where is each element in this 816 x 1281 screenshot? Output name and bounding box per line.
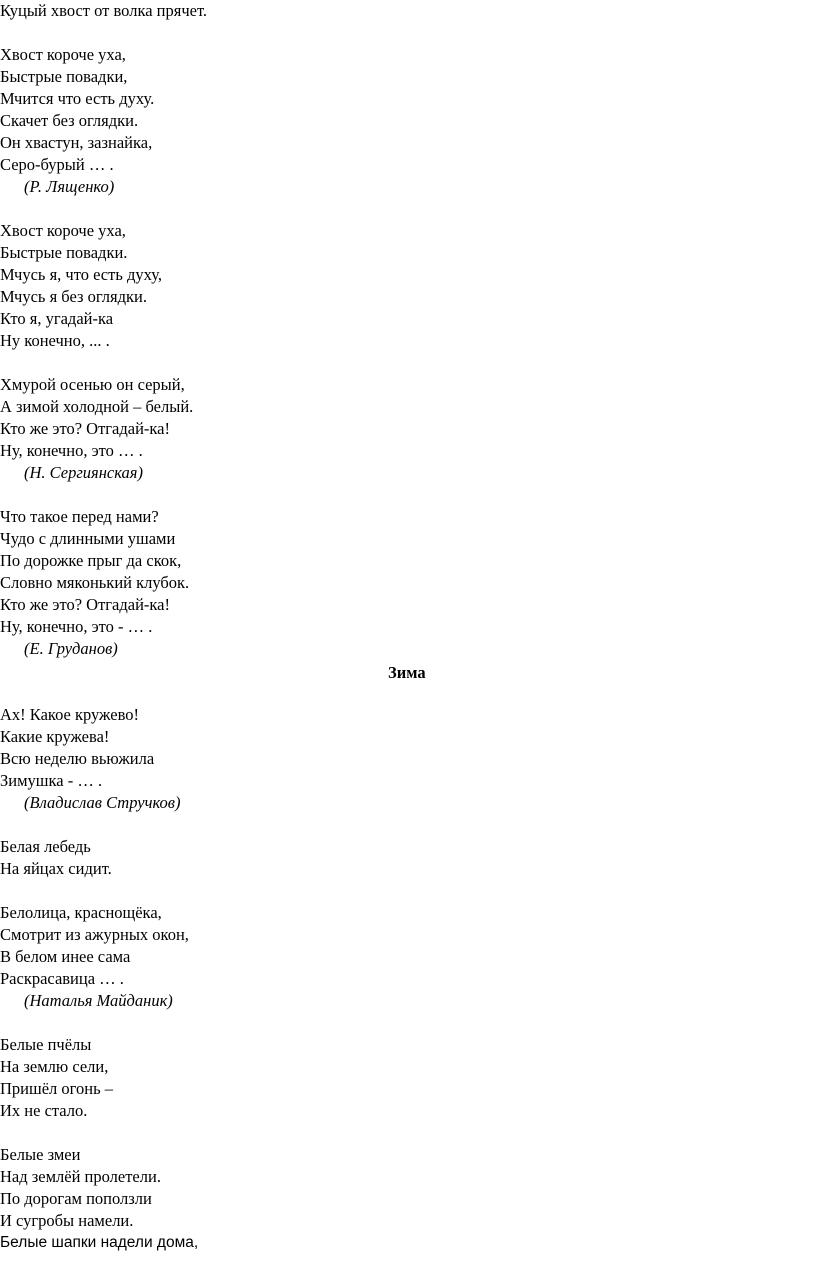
riddle-line: Ну конечно, ... . <box>0 331 110 350</box>
riddle-line: Мчусь я, что есть духу, <box>0 265 162 284</box>
riddle-author: (Владислав Стручков) <box>24 793 181 812</box>
riddle-line: Хвост короче уха, <box>0 45 126 64</box>
riddle-author: (Наталья Майданик) <box>24 991 173 1010</box>
riddle-line: Ну, конечно, это - … . <box>0 617 153 636</box>
riddle-line: Их не стало. <box>0 1101 88 1120</box>
riddle-line: Над землёй пролетели. <box>0 1167 161 1186</box>
riddle-line: Всю неделю вьюжила <box>0 749 155 768</box>
riddle-line: Ну, конечно, это … . <box>0 441 143 460</box>
riddle-line: Скачет без оглядки. <box>0 111 139 130</box>
riddle-line: Кто же это? Отгадай-ка! <box>0 419 170 438</box>
riddle-line: Ах! Какое кружево! <box>0 705 139 724</box>
riddle-line: В белом инее сама <box>0 947 131 966</box>
riddle-line: Что такое перед нами? <box>0 507 159 526</box>
riddle-line: Хмурой осенью он серый, <box>0 375 185 394</box>
riddle-line: Он хвастун, зазнайка, <box>0 133 153 152</box>
riddle-author: (Е. Груданов) <box>24 639 118 658</box>
riddle-line: Кто я, угадай-ка <box>0 309 114 328</box>
riddle-line: Белая лебедь <box>0 837 91 856</box>
riddle-line: Мчится что есть духу. <box>0 89 155 108</box>
riddle-line: Зимушка - … . <box>0 771 103 790</box>
riddle-line: Какие кружева! <box>0 727 110 746</box>
riddle-line: И сугробы намели. <box>0 1211 134 1230</box>
riddle-line: По дорогам поползли <box>0 1189 152 1208</box>
riddle-author: (Н. Сергиянская) <box>24 463 143 482</box>
riddle-line: Белые змеи <box>0 1145 81 1164</box>
riddle-line: На землю сели, <box>0 1057 109 1076</box>
section-heading: Зима <box>388 663 426 682</box>
riddle-line: Белые шапки надели дома, <box>0 1234 199 1251</box>
riddle-line: Быстрые повадки. <box>0 243 128 262</box>
riddle-line: Словно мяконький клубок. <box>0 573 190 592</box>
riddle-line: Раскрасавица … . <box>0 969 124 988</box>
riddle-line: Смотрит из ажурных окон, <box>0 925 189 944</box>
riddle-line: Серо-бурый … . <box>0 155 114 174</box>
riddle-line: Хвост короче уха, <box>0 221 126 240</box>
riddle-line: Мчусь я без оглядки. <box>0 287 147 306</box>
riddle-line: На яйцах сидит. <box>0 859 112 878</box>
riddle-line: Куцый хвост от волка прячет. <box>0 1 208 20</box>
riddle-line: Белолица, краснощёка, <box>0 903 162 922</box>
riddle-line: Быстрые повадки, <box>0 67 128 86</box>
riddle-line: Пришёл огонь – <box>0 1079 113 1098</box>
riddle-author: (Р. Лященко) <box>24 177 115 196</box>
riddle-line: А зимой холодной – белый. <box>0 397 194 416</box>
riddle-line: По дорожке прыг да скок, <box>0 551 182 570</box>
riddle-line: Белые пчёлы <box>0 1035 92 1054</box>
riddle-line: Чудо с длинными ушами <box>0 529 176 548</box>
riddle-line: Кто же это? Отгадай-ка! <box>0 595 170 614</box>
